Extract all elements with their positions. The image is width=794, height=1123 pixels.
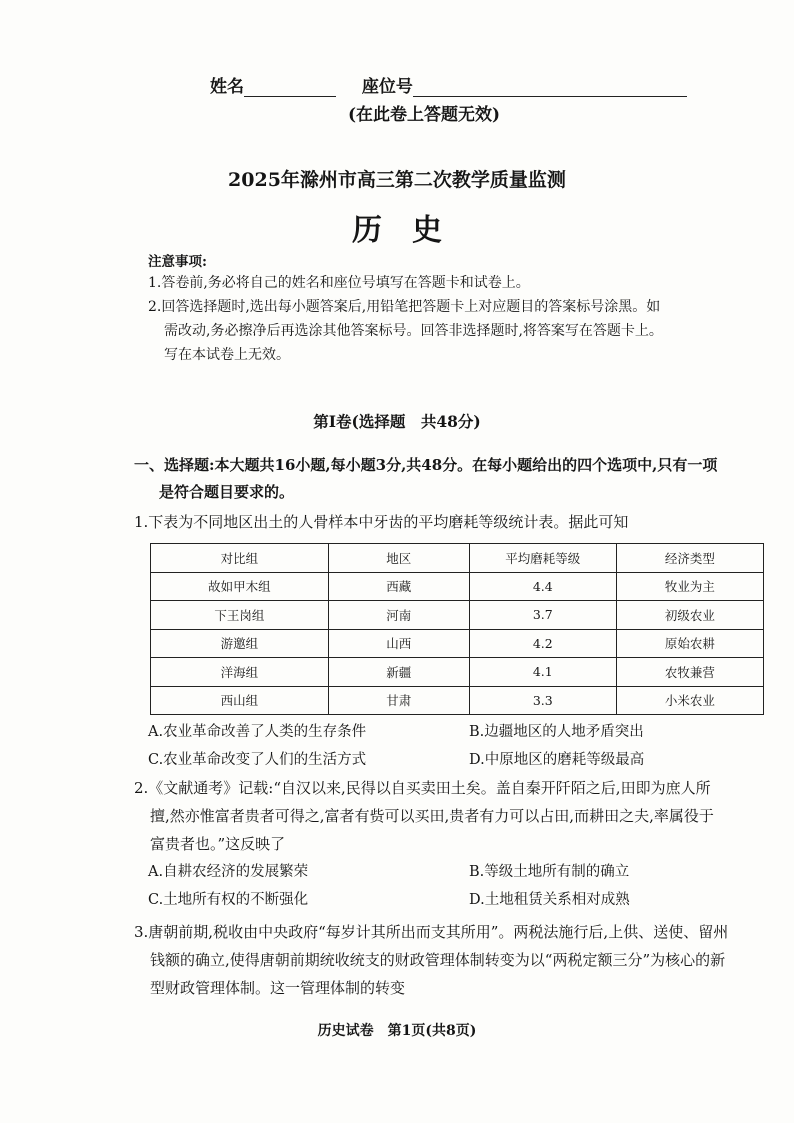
table-cell: 小米农业 [616,686,763,715]
question-3-line: 钱额的确立,使得唐朝前期统收统支的财政管理体制转变为以“两税定额三分”为核心的新 [150,951,726,969]
table-row [151,601,764,630]
question-1-option-b: B.边疆地区的人地矛盾突出 [469,724,644,740]
table-cell: 洋海组 [151,658,329,687]
table-cell: 4.2 [469,629,616,658]
part-line: 是符合题目要求的。 [159,483,295,501]
table-cell: 下王岗组 [151,601,329,630]
question-3-line: 型财政管理体制。这一管理体制的转变 [150,979,406,997]
exam-title: 2025年滁州市高三第二次教学质量监测 [228,169,566,191]
question-2-option-d: D.土地租赁关系相对成熟 [469,892,630,908]
seat-blank-line [413,78,687,97]
page-footer: 历史试卷 第1页(共8页) [317,1023,477,1039]
table-cell: 牧业为主 [616,572,763,601]
table-cell: 甘肃 [328,686,469,715]
table-row [151,572,764,601]
notice-title: 注意事项: [148,254,207,270]
question-2-line: 擅,然亦惟富者贵者可得之,富者有赀可以买田,贵者有力可以占田,而耕田之夫,率属役于 [150,807,714,825]
name-label: 姓名 [210,77,244,97]
invalid-note: (在此卷上答题无效) [348,105,501,125]
table-cell: 3.7 [469,601,616,630]
table-row [151,658,764,687]
table-cell: 3.3 [469,686,616,715]
question-3-line: 3.唐朝前期,税收由中央政府“每岁计其所出而支其所用”。两税法施行后,上供、送使、留州 [134,923,729,941]
table-cell: 故如甲木组 [151,572,329,601]
table-cell: 4.4 [469,572,616,601]
section-title: 第Ⅰ卷(选择题 共48分) [313,412,481,431]
question-2-line: 2.《文献通考》记载:“自汉以来,民得以自买卖田土矣。盖自秦开阡陌之后,田即为庶人所 [134,779,711,797]
table-header-cell: 地区 [328,544,469,573]
table-row [151,629,764,658]
question-2-option-a: A.自耕农经济的发展繁荣 [148,864,309,880]
table-cell: 山西 [328,629,469,658]
question-1-option-d: D.中原地区的磨耗等级最高 [469,752,645,768]
table-header-cell: 平均磨耗等级 [469,544,616,573]
table-header-cell: 对比组 [151,544,329,573]
notice-item: 需改动,务必擦净后再选涂其他答案标号。回答非选择题时,将答案写在答题卡上。 [164,323,663,339]
part-line: 一、选择题:本大题共16小题,每小题3分,共48分。在每小题给出的四个选项中,只有一项 [134,456,718,474]
table-cell: 游邀组 [151,629,329,658]
table-cell: 原始农耕 [616,629,763,658]
table-cell: 西山组 [151,686,329,715]
question-2-line: 富贵者也。”这反映了 [150,835,286,853]
tooth-wear-table [150,543,764,715]
part-instructions [134,452,774,506]
table-cell: 4.1 [469,658,616,687]
question-1-option-a: A.农业革命改善了人类的生存条件 [148,724,367,740]
table-cell: 初级农业 [616,601,763,630]
notice-item: 写在本试卷上无效。 [164,347,290,363]
name-blank-line [244,78,336,97]
question-1-option-c: C.农业革命改变了人们的生活方式 [148,752,367,768]
notice-item: 1.答卷前,务必将自己的姓名和座位号填写在答题卡和试卷上。 [148,275,530,291]
subject-title: 历史 [352,213,472,248]
table-cell: 河南 [328,601,469,630]
question-2-option-c: C.土地所有权的不断强化 [148,892,309,908]
table-cell: 新疆 [328,658,469,687]
question-1-stem: 1.下表为不同地区出土的人骨样本中牙齿的平均磨耗等级统计表。据此可知 [134,513,629,531]
table-header-row [151,544,764,573]
notice-item: 2.回答选择题时,选出每小题答案后,用铅笔把答题卡上对应题目的答案标号涂黑。如 [148,299,661,315]
question-2-option-b: B.等级土地所有制的确立 [469,864,630,880]
seat-label: 座位号 [361,77,413,97]
table-header-cell: 经济类型 [616,544,763,573]
name-seat-row [210,72,687,97]
table-cell: 农牧兼营 [616,658,763,687]
table-cell: 西藏 [328,572,469,601]
table-row [151,686,764,715]
